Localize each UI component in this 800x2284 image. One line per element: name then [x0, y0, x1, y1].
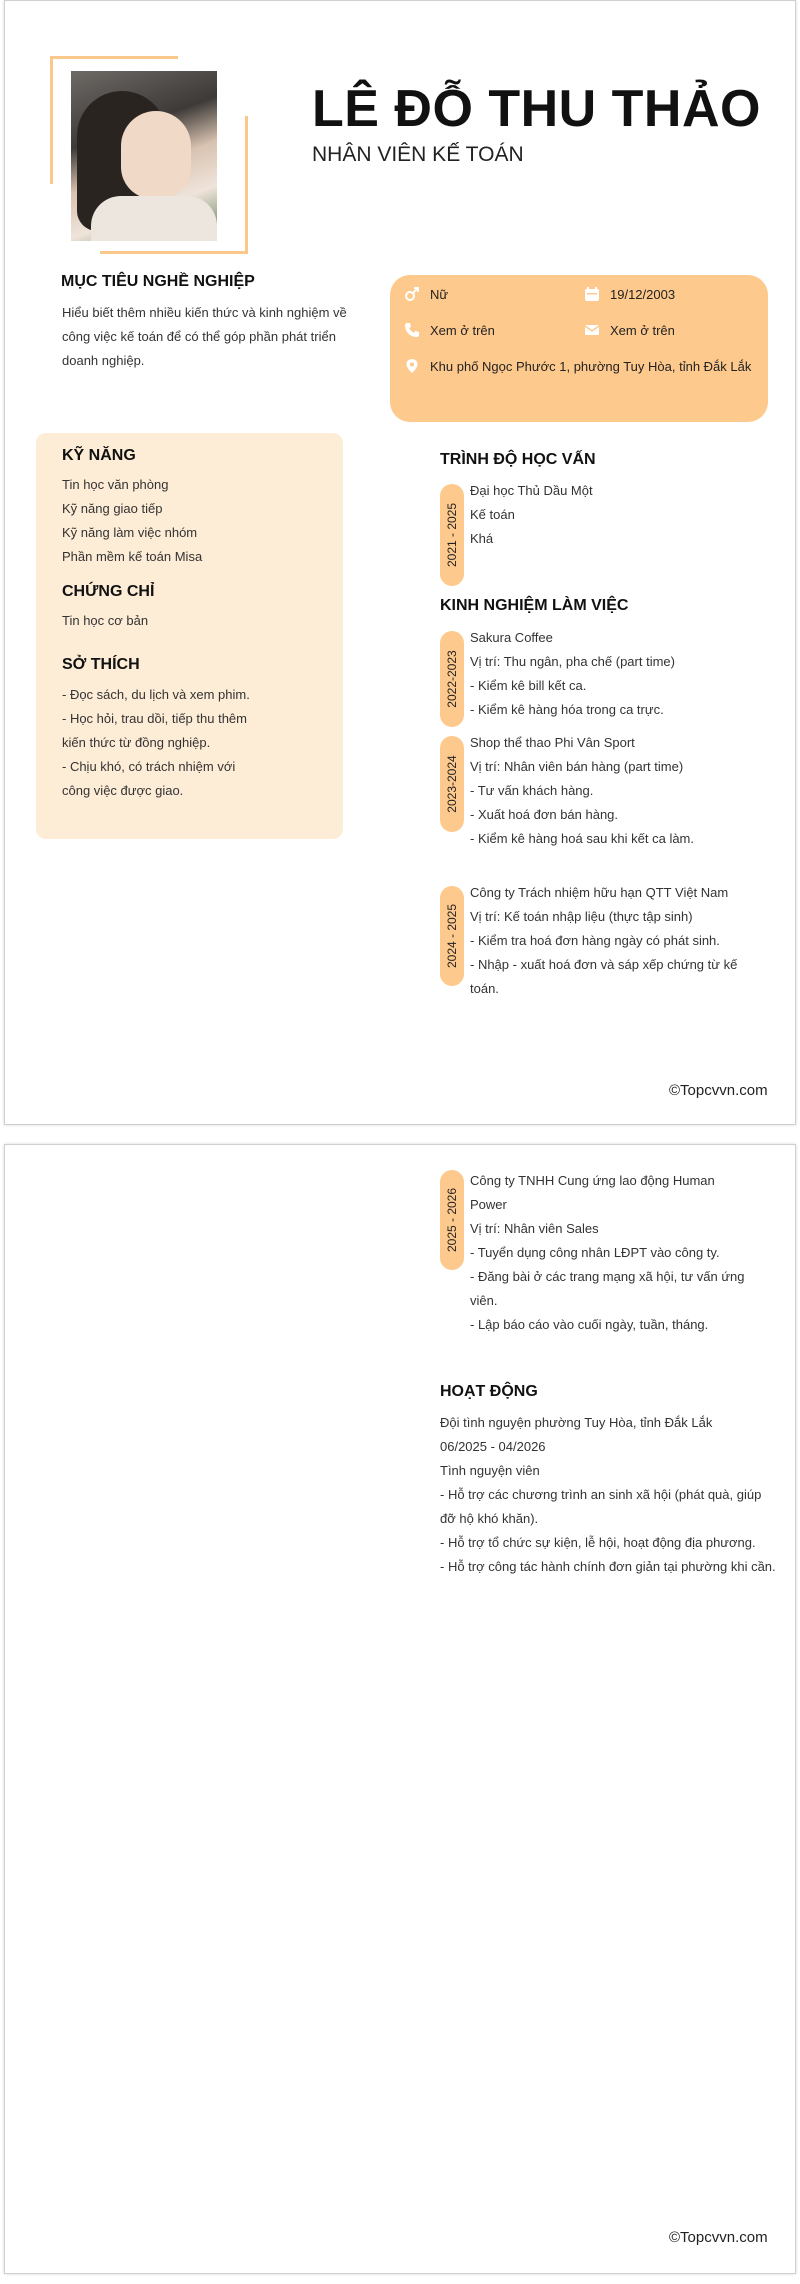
experience-period: 2025 - 2026: [445, 1187, 459, 1253]
gender-item: [404, 286, 448, 302]
skills-title: KỸ NĂNG: [62, 447, 136, 464]
footer-brand: ©Topcvvn.com: [669, 2229, 768, 2246]
email-icon: [584, 322, 600, 338]
objective-text: Hiểu biết thêm nhiều kiến thức và kinh nghiệm về công việc kế toán để có thể góp phần phát triển doanh nghiệp.: [62, 305, 347, 368]
list-item: Tin học văn phòng: [62, 477, 169, 492]
calendar-icon: [584, 286, 600, 302]
experience-item: Công ty Trách nhiệm hữu hạn QTT Việt Nam Vị trí: Kế toán nhập liệu (thực tập sinh) - Kiểm tra hoá đơn hàng ngày có phát sinh. - Nhập - xuất hoá đơn và sáp xếp chứng từ kế toán.: [470, 885, 738, 996]
address-item: [404, 358, 751, 374]
experience-period: 2024 - 2025: [445, 903, 459, 969]
hobbies-title: SỞ THÍCH: [62, 656, 140, 673]
list-item: Kỹ năng giao tiếp: [62, 501, 163, 516]
certificates-list: [62, 609, 148, 633]
cv-page-2: [4, 1144, 796, 2274]
birthdate-value: 19/12/2003: [610, 286, 676, 302]
gender-icon: [404, 286, 420, 302]
experience-item: Công ty TNHH Cung ứng lao động Human Power Vị trí: Nhân viên Sales - Tuyển dụng công nhân LĐPT vào công ty. - Đăng bài ở các trang mạng xã hội, tư vấn ứng viên. - Lập báo cáo vào cuối ngày, tuần, tháng.: [470, 1173, 745, 1332]
phone-value: Xem ở trên: [430, 322, 495, 338]
location-icon: [404, 358, 420, 374]
list-item: Tin học cơ bản: [62, 613, 149, 628]
objective-title: MỤC TIÊU NGHỀ NGHIỆP: [61, 273, 255, 290]
candidate-name: LÊ ĐỖ THU THẢO: [312, 80, 761, 138]
job-title: NHÂN VIÊN KẾ TOÁN: [312, 143, 524, 166]
experience-period-pill: [440, 1170, 464, 1270]
certificates-title: CHỨNG CHỈ: [62, 583, 155, 600]
gender-value: Nữ: [430, 286, 449, 302]
list-item: Kỹ năng làm việc nhóm: [62, 525, 198, 540]
experience-period-pill: [440, 736, 464, 832]
email-item: [584, 322, 675, 338]
hobbies-text: - Đọc sách, du lịch và xem phim. - Học hỏi, trau dồi, tiếp thu thêm kiến thức từ đồng nghiệp. - Chịu khó, có trách nhiệm với công việc được giao.: [62, 687, 250, 798]
education-title: TRÌNH ĐỘ HỌC VẤN: [440, 451, 596, 468]
experience-item: Shop thể thao Phi Vân Sport Vị trí: Nhân viên bán hàng (part time) - Tư vấn khách hàng. - Xuất hoá đơn bán hàng. - Kiểm kê hàng hoá sau khi kết ca làm.: [470, 735, 695, 846]
experience-item: Sakura Coffee Vị trí: Thu ngân, pha chế (part time) - Kiểm kê bill kết ca. - Kiểm kê hàng hóa trong ca trực.: [470, 630, 675, 717]
list-item: Phần mềm kế toán Misa: [62, 549, 203, 564]
education-period-pill: [440, 484, 464, 586]
email-value: Xem ở trên: [610, 322, 675, 338]
address-value: Khu phố Ngọc Phước 1, phường Tuy Hòa, tỉnh Đắk Lắk: [430, 358, 752, 374]
footer-brand: ©Topcvvn.com: [669, 1082, 768, 1099]
activities-text: Đội tình nguyện phường Tuy Hòa, tỉnh Đắk Lắk 06/2025 - 04/2026 Tình nguyện viên - Hỗ trợ các chương trình an sinh xã hội (phát quà, giúp đỡ hộ khó khăn). - Hỗ trợ tổ chức sự kiện, lễ hội, hoạt động địa phương. - Hỗ trợ công tác hành chính đơn giản tại phường khi cần.: [440, 1415, 776, 1574]
skills-list: [62, 473, 202, 569]
experience-period: 2023-2024: [445, 755, 459, 813]
experience-period-pill: [440, 631, 464, 727]
experience-period: 2022-2023: [445, 650, 459, 708]
birthdate-item: [584, 286, 675, 302]
phone-item: [404, 322, 495, 338]
experience-title: KINH NGHIỆM LÀM VIỆC: [440, 597, 629, 614]
experience-period-pill: [440, 886, 464, 986]
activities-title: HOẠT ĐỘNG: [440, 1383, 538, 1400]
cv-page-1: [4, 0, 796, 1125]
sidebar-box: [36, 433, 343, 839]
phone-icon: [404, 322, 420, 338]
avatar: [71, 71, 217, 241]
education-period: 2021 - 2025: [445, 502, 459, 568]
education-details: Đại học Thủ Dầu Một Kế toán Khá: [470, 483, 593, 546]
personal-info-box: [390, 275, 768, 422]
